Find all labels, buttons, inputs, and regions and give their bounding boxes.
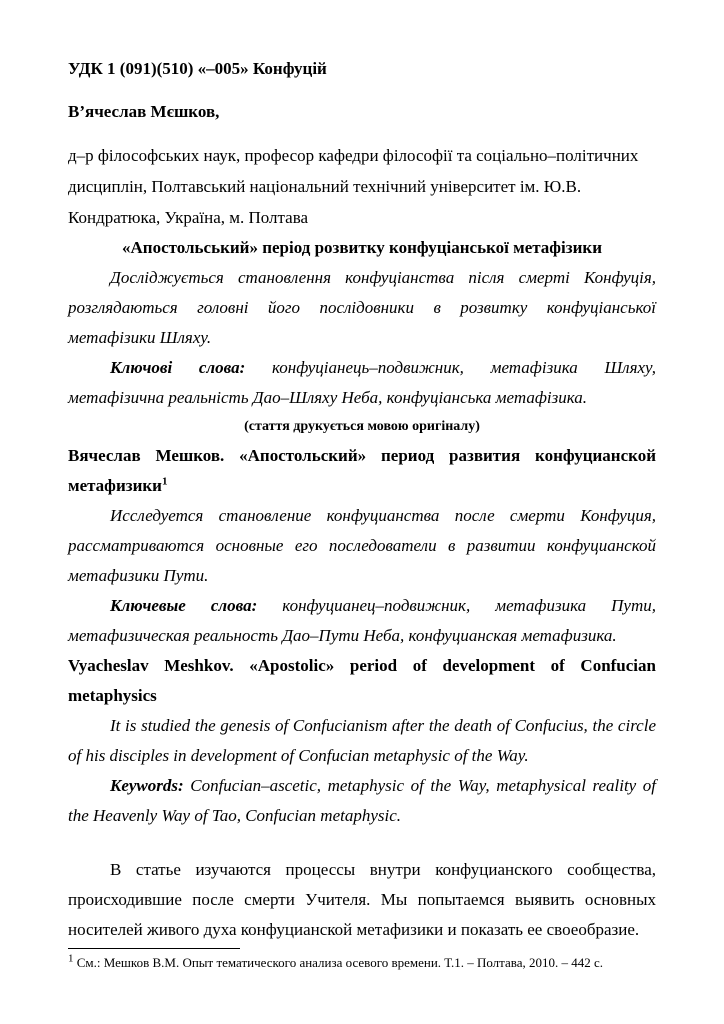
footnote-ref: 1 <box>68 952 74 965</box>
article-title-en: Vyacheslav Meshkov. «Apostolic» period of development of Confucian metaphysics <box>68 656 656 705</box>
footnote-text: См.: Мешков В.М. Опыт тематического анализа осевого времени. Т.1. – Полтава, 2010. – 442 с. <box>76 955 604 970</box>
article-title-ru <box>68 441 656 501</box>
original-language-note: (стаття друкується мовою оригіналу) <box>244 419 480 434</box>
udc-line: УДК 1 (091)(510) «–005» Конфуцій <box>68 59 327 78</box>
article-title-uk: «Апостольський» період розвитку конфуціанської метафізики <box>122 238 602 257</box>
keywords-label-uk: Ключові слова: <box>110 358 246 377</box>
keywords-text-en: Confucian–ascetic, metaphysic of the Way, metaphysical reality of the Heavenly Way of Tao, Confucian metaphysic. <box>68 776 657 825</box>
abstract-uk: Досліджується становлення конфуціанства після смерті Конфуція, розглядаються головні його послідовники в розвитку конфуціанської метафізики Шляху. <box>68 268 656 347</box>
article-title-ru-text: Вячеслав Мешков. «Апостольский» период развития конфуцианской метафизики <box>68 446 656 495</box>
keywords-text-ru: конфуцианец–подвижник, метафизика Пути, метафизическая реальность Дао–Пути Неба, конфуцианская метафизика. <box>68 596 656 645</box>
keywords-text-uk: конфуціанець–подвижник, метафізика Шляху, метафізична реальність Дао–Шляху Неба, конфуціанська метафізика. <box>68 358 656 407</box>
abstract-en: It is studied the genesis of Confucianism after the death of Confucius, the circle of his disciples in development of Confucian metaphysic of the Way. <box>68 716 656 765</box>
footnote-block <box>68 948 656 972</box>
footnote-marker: 1 <box>161 475 168 488</box>
body-paragraph: В статье изучаются процессы внутри конфуцианского сообщества, происходившие после смерти Учителя. Мы попытаемся выявить основных носителей живого духа конфуцианской метафизики и показать ее своеобразие. <box>68 860 656 939</box>
keywords-uk <box>68 353 656 413</box>
abstract-ru: Исследуется становление конфуцианства после смерти Конфуция, рассматриваются основные его последователи в развитии конфуцианской метафизики Пути. <box>68 506 656 585</box>
footnote-separator <box>68 948 240 949</box>
footnote <box>68 954 656 972</box>
keywords-ru <box>68 591 656 651</box>
keywords-label-ru: Ключевые слова: <box>110 596 258 615</box>
author-affiliation: д–р філософських наук, професор кафедри філософії та соціально–політичних дисциплін, Полтавський національний технічний університет ім. Ю.В. Кондратюка, Україна, м. Полтава <box>68 146 639 227</box>
keywords-en <box>68 771 656 831</box>
keywords-label-en: Keywords: <box>110 776 184 795</box>
author-name: В’ячеслав Мєшков, <box>68 102 220 121</box>
